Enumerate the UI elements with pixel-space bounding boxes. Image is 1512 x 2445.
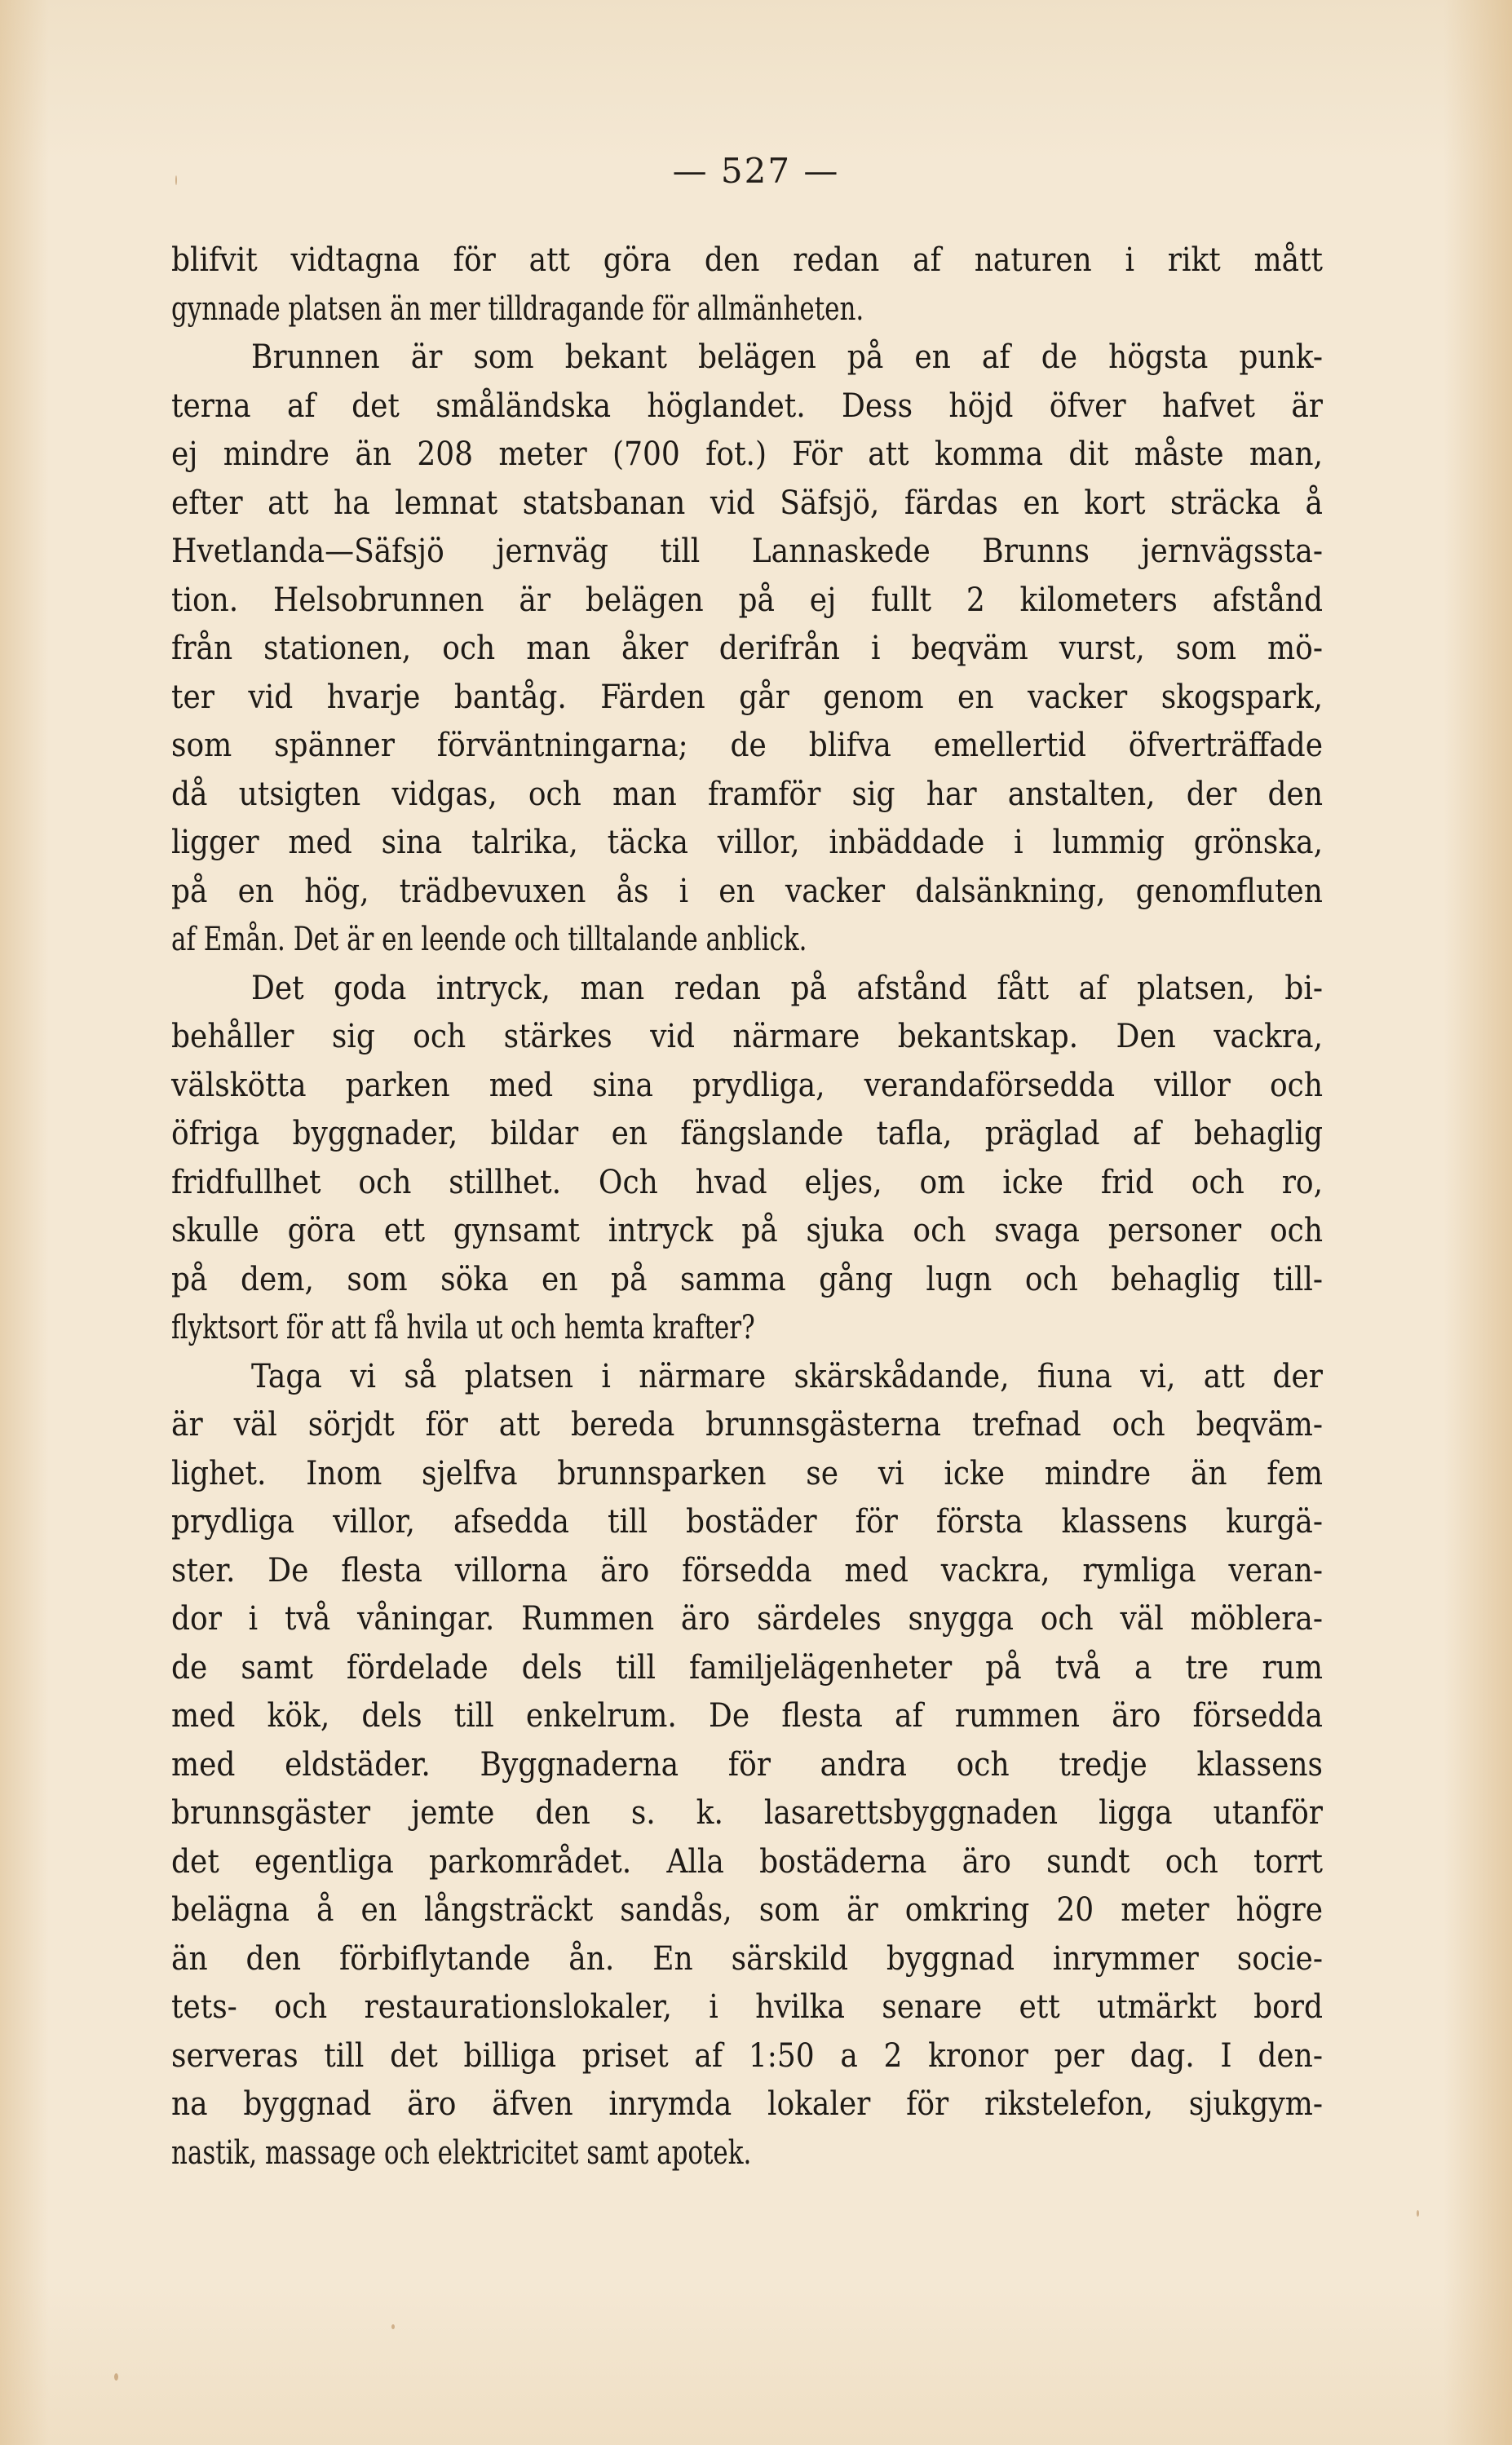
text-line: välskötta parken med sina prydliga, verandaförsedda villor och: [171, 1066, 1323, 1104]
text-line: är väl sörjdt för att bereda brunnsgästerna trefnad och beqväm-: [171, 1406, 1323, 1444]
text-line: fridfullhet och stillhet. Och hvad eljes, om icke frid och ro,: [171, 1163, 1323, 1201]
text-line: behåller sig och stärkes vid närmare bekantskap. Den vackra,: [171, 1018, 1323, 1055]
text-line: det egentliga parkområdet. Alla bostäderna äro sundt och torrt: [171, 1842, 1323, 1881]
text-line: ster. De flesta villorna äro försedda med vackra, rymliga veran-: [171, 1551, 1323, 1589]
text-line: belägna å en långsträckt sandås, som är omkring 20 meter högre: [171, 1891, 1323, 1929]
text-line: na byggnad äro äfven inrymda lokaler för rikstelefon, sjukgym-: [171, 2085, 1323, 2123]
text-line: skulle göra ett gynsamt intryck på sjuka och svaga personer och: [171, 1212, 1323, 1249]
text-line: på dem, som söka en på samma gång lugn och behaglig till-: [171, 1260, 1323, 1298]
paper-speck: [114, 2373, 118, 2381]
paper-speck: [175, 175, 177, 185]
text-line: Brunnen är som bekant belägen på en af de högsta punk-: [251, 338, 1323, 376]
text-line: på en hög, trädbevuxen ås i en vacker dalsänkning, genomfluten: [171, 872, 1323, 910]
page-number: — 527 —: [672, 151, 840, 191]
text-line: än den förbiflytande ån. En särskild byggnad inrymmer socie-: [171, 1939, 1323, 1978]
text-line: som spänner förväntningarna; de blifva emellertid öfverträffade: [171, 727, 1323, 764]
text-line: de samt fördelade dels till familjelägenheter på två a tre rum: [171, 1648, 1323, 1687]
text-line: nastik, massage och elektricitet samt apotek.: [171, 2133, 752, 2172]
text-line: från stationen, och man åker derifrån i beqväm vurst, som mö-: [171, 630, 1323, 667]
text-line: Hvetlanda—Säfsjö jernväg till Lannaskede Brunns jernvägssta-: [171, 533, 1323, 570]
text-line: med eldstäder. Byggnaderna för andra och tredje klassens: [171, 1745, 1323, 1784]
text-line: terna af det småländska höglandet. Dess höjd öfver hafvet är: [171, 387, 1323, 425]
text-line: med kök, dels till enkelrum. De flesta af rummen äro försedda: [171, 1697, 1323, 1735]
text-line: då utsigten vidgas, och man framför sig har anstalten, der den: [171, 775, 1323, 813]
text-line: gynnade platsen än mer tilldragande för allmänheten.: [171, 290, 864, 328]
paper-speck: [391, 2324, 395, 2329]
text-line: tion. Helsobrunnen är belägen på ej fullt 2 kilometers afstånd: [171, 581, 1323, 619]
paragraph-4: [171, 1353, 1323, 2178]
paragraph-3: [171, 965, 1323, 1353]
text-line: prydliga villor, afsedda till bostäder för första klassens kurgä-: [171, 1503, 1323, 1541]
text-line: ej mindre än 208 meter (700 fot.) För att komma dit måste man,: [171, 436, 1323, 473]
text-line: af Emån. Det är en leende och tilltalande anblick.: [171, 921, 807, 958]
text-line: lighet. Inom sjelfva brunnsparken se vi icke mindre än fem: [171, 1454, 1323, 1492]
text-line: öfriga byggnader, bildar en fängslande tafla, präglad af behaglig: [171, 1115, 1323, 1152]
paper-speck: [1417, 2210, 1419, 2217]
text-line: ligger med sina talrika, täcka villor, inbäddade i lummig grönska,: [171, 824, 1323, 861]
text-line: serveras till det billiga priset af 1:50 a 2 kronor per dag. I den-: [171, 2036, 1323, 2075]
paragraph-1: [171, 237, 1323, 334]
text-line: ter vid hvarje bantåg. Färden går genom en vacker skogspark,: [171, 678, 1323, 716]
text-line: blifvit vidtagna för att göra den redan af naturen i rikt mått: [171, 241, 1323, 279]
text-line: Taga vi så platsen i närmare skärskådande, fiuna vi, att der: [251, 1357, 1323, 1395]
paragraph-2: [171, 334, 1323, 965]
text-line: tets- och restaurationslokaler, i hvilka senare ett utmärkt bord: [171, 1988, 1323, 2026]
text-line: brunnsgäster jemte den s. k. lasarettsbyggnaden ligga utanför: [171, 1794, 1323, 1832]
text-line: dor i två våningar. Rummen äro särdeles snygga och väl möblera-: [171, 1600, 1323, 1638]
text-line: efter att ha lemnat statsbanan vid Säfsjö, färdas en kort sträcka å: [171, 484, 1323, 522]
body-text: [171, 237, 1323, 2178]
text-line: Det goda intryck, man redan på afstånd fått af platsen, bi-: [251, 969, 1323, 1007]
text-line: flyktsort för att få hvila ut och hemta krafter?: [171, 1309, 755, 1346]
